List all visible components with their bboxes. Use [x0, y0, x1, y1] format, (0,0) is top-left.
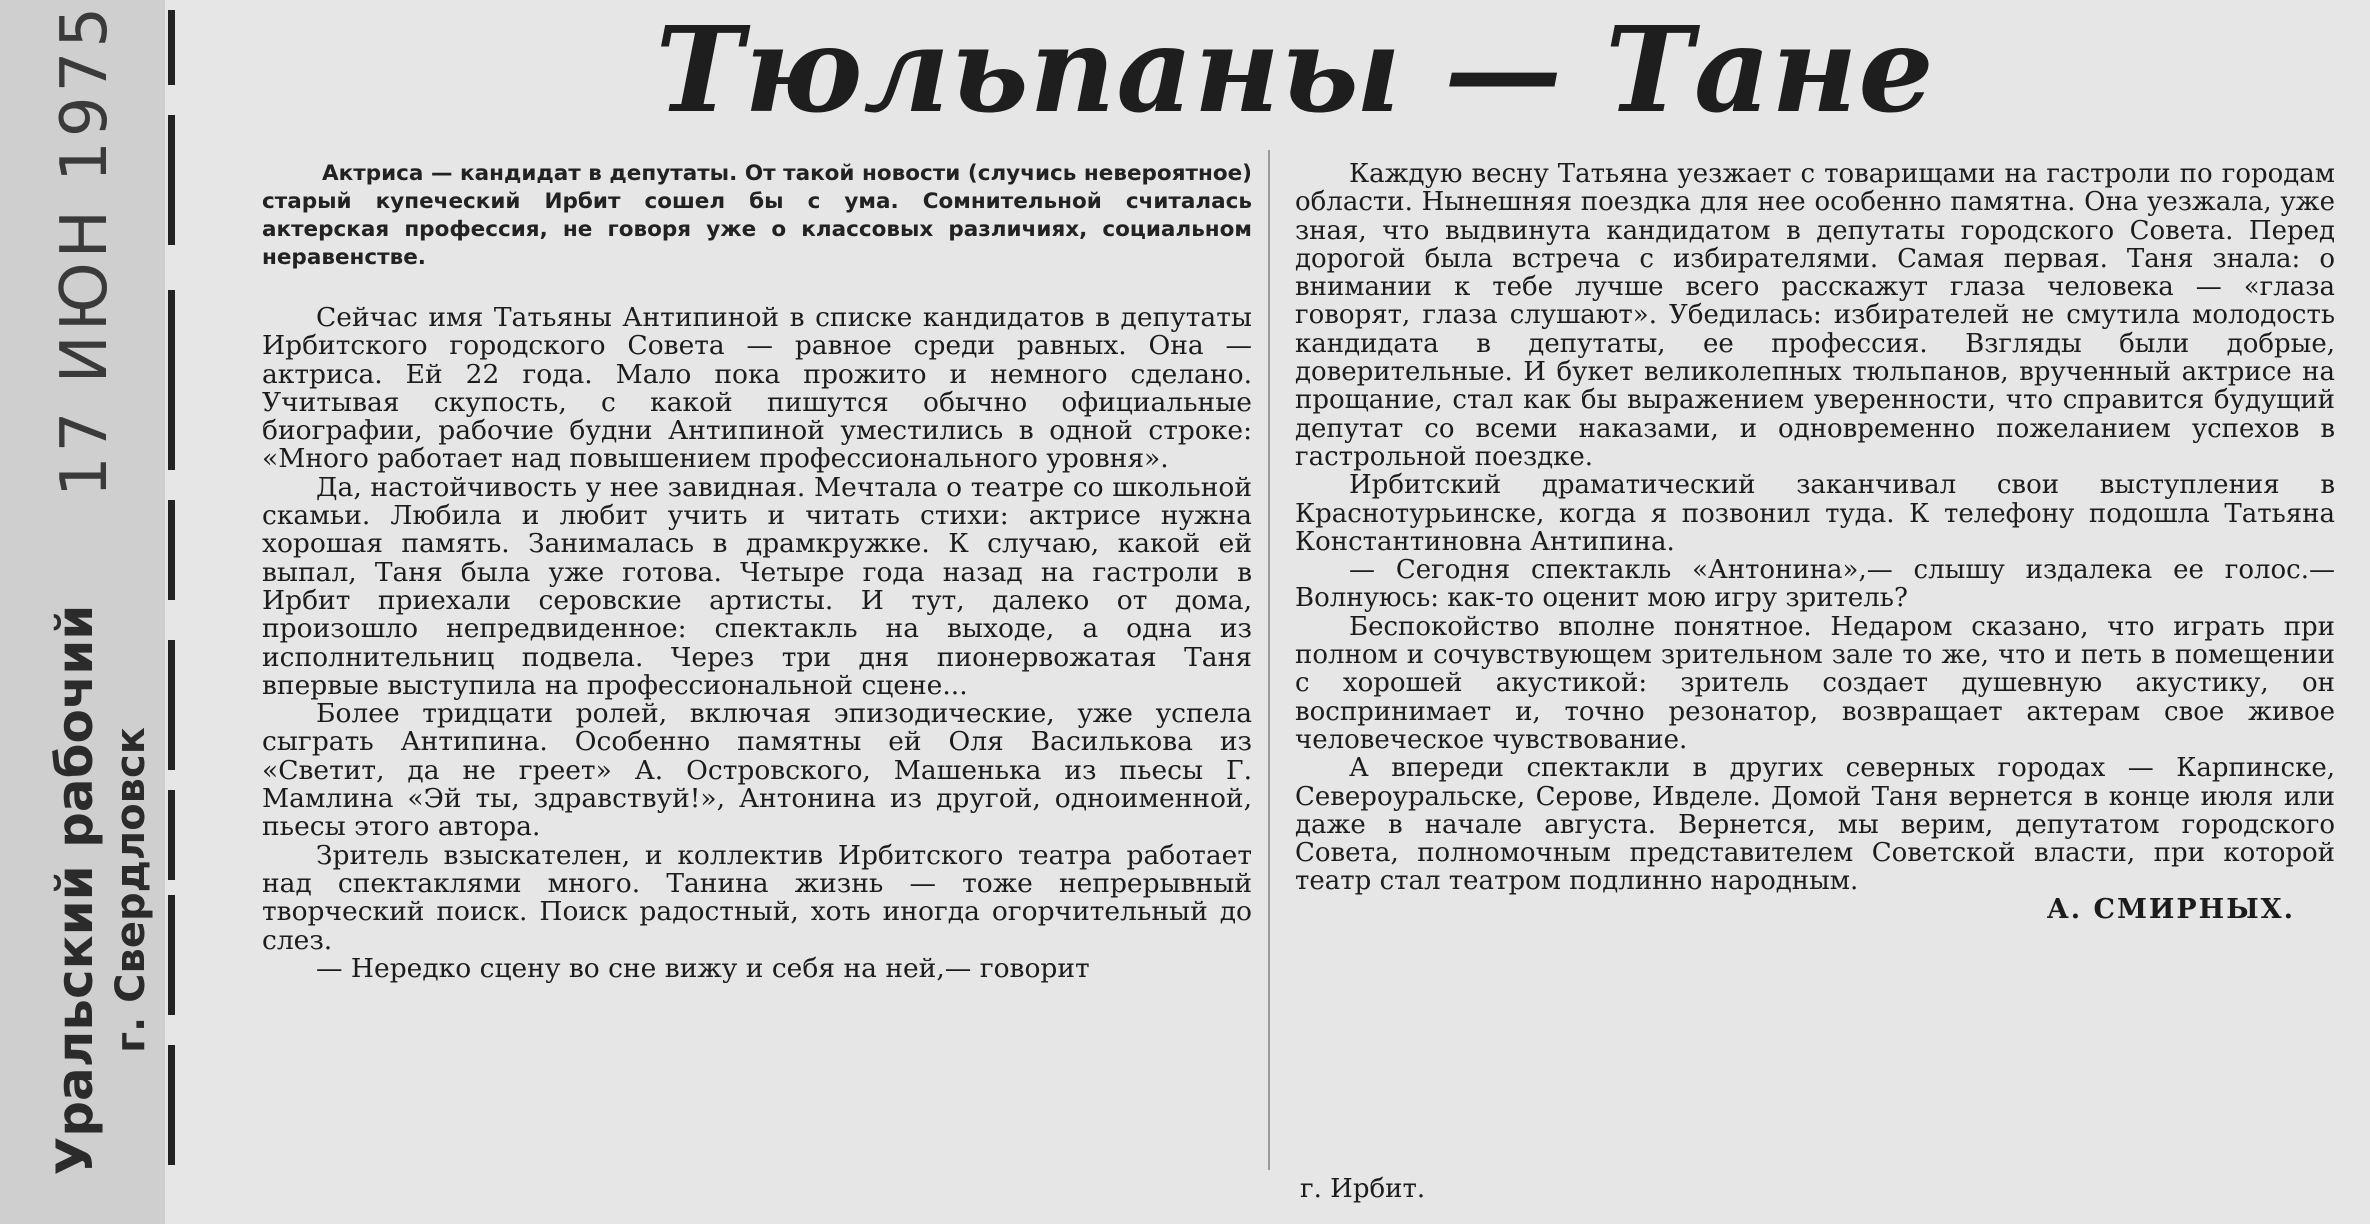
closing-row	[1295, 754, 2335, 895]
paragraph: Да, настойчивость у нее завидная. Мечтала о театре со школьной скамьи. Любила и любит учить и читать стихи: актрисе нужна хорошая память. Занималась в драмкружке. К случаю, какой ей выпал, Таня была уже готова. Четыре года назад на гастроли в Ирбит приехали серовские артисты. И тут, далеко от дома, произошло непредвиденное: спектакль на выходе, а одна из исполнительниц подвела. Через три дня пионервожатая Таня впервые выступила на профессиональной сцене...	[262, 471, 1252, 701]
paragraph: — Сегодня спектакль «Антонина»,— слышу издалека ее голос.— Волнуюсь: как-то оценит мою игру зритель?	[1295, 555, 2335, 614]
margin-rule	[168, 640, 175, 770]
dateline-place: г. Ирбит.	[1300, 1174, 1426, 1204]
margin-rule	[168, 895, 175, 1015]
paragraph: Более тридцати ролей, включая эпизодические, уже успела сыграть Антипина. Особенно памятны ей Оля Василькова из «Светит, да не греет» А. Островского, Машенька из пьесы Г. Мамлина «Эй ты, здравствуй!», Антонина из другой, одноименной, пьесы этого автора.	[262, 698, 1252, 843]
paragraph: Беспокойство вполне понятное. Недаром сказано, что играть при полном и сочувствующем зрительном зале то же, что и петь в помещении с хорошей акустикой: зритель создает душевную акустику, он воспринимает и, точно резонатор, возвращает актерам свое живое человеческое чувствование.	[1295, 611, 2335, 755]
article-column-right	[1295, 160, 2335, 924]
paragraph: Зритель взыскателен, и коллектив Ирбитского театра работает над спектаклями много. Танина жизнь — тоже непрерывный творческий поиск. Поиск радостный, хоть иногда огорчительный до слез.	[262, 839, 1252, 956]
paragraph: Сейчас имя Татьяны Антипиной в списке кандидатов в депутаты Ирбитского городского Совета — равное среди равных. Она — актриса. Ей 22 года. Мало пока прожито и немного сделано. Учитывая скупость, с какой пишутся обычно официальные биографии, рабочие будни Антипиной уместились в одной строке: «Много работает над повышением профессионального уровня».	[262, 302, 1252, 475]
margin-rule	[168, 10, 175, 85]
article-lead: Актриса — кандидат в депутаты. От такой новости (случись невероятное) старый купеческий Ирбит сошел бы с ума. Сомнительной считалась актерская профессия, не говоря уже о классовых различиях, социальном неравенстве.	[262, 161, 1252, 270]
margin-rule	[168, 290, 175, 470]
column-divider	[1268, 150, 1270, 1170]
article-title: Тюльпаны — Тане	[655, 0, 1935, 139]
signature-row	[1295, 893, 2335, 925]
newspaper-city: г. Свердловск	[108, 727, 154, 1053]
stamp-date: 17 ИЮН 1975	[48, 2, 122, 498]
paragraph: Ирбитский драматический заканчивал свои выступления в Краснотурьинске, когда я позвонил туда. К телефону подошла Татьяна Константиновна Антипина.	[1295, 470, 2335, 557]
paragraph: А впереди спектакли в других северных городах — Карпинске, Североуральске, Серове, Ивделе. Домой Таня вернется в конце июля или даже в начале августа. Вернется, мы верим, депутатом городского Совета, полномочным представителем Советской власти, при которой театр стал театром подлинно народным.	[1295, 753, 2335, 897]
article-author: А. СМИРНЫХ.	[2046, 893, 2295, 925]
margin-rule	[168, 790, 175, 880]
margin-rule	[168, 115, 175, 245]
margin-rule	[168, 1045, 175, 1165]
paragraph: Каждую весну Татьяна уезжает с товарищами на гастроли по городам области. Нынешняя поездка для нее особенно памятна. Она уезжала, уже зная, что выдвинута кандидатом в депутаты городского Совета. Перед дорогой была встреча с избирателями. Самая первая. Таня знала: о внимании к тебе лучше всего расскажут глаза человека — «глаза говорят, глаза слушают». Убедилась: избирателей не смутила молодость кандидата в депутаты, ее профессия. Взгляды были добрые, доверительные. И букет великолепных тюльпанов, врученный актрисе на прощание, стал как бы выражением уверенности, что справится будущий депутат со всеми наказами, и одновременно пожеланием успехов в гастрольной поездке.	[1295, 159, 2335, 472]
newspaper-name: Уральский рабочий	[46, 604, 104, 1176]
date-stamp	[40, 2, 130, 498]
paragraph: — Нередко сцену во сне вижу и себя на ней,— говорит	[316, 952, 1090, 984]
article-column-left	[262, 160, 1252, 983]
margin-rule	[168, 500, 175, 600]
newspaper-source	[35, 600, 155, 1180]
